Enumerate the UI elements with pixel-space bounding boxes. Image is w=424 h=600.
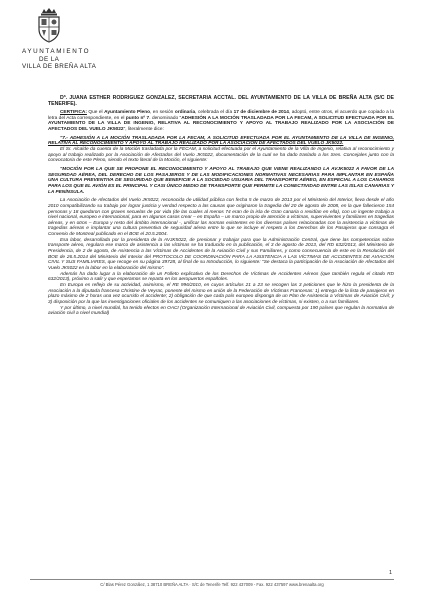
certificate-body [48,95,394,317]
secretary-heading: Dª. JUANA ESTHER RODRIGUEZ GONZALEZ, SECRETARIA ACCTAL. DEL AYUNTAMIENTO DE LA VILLA DE BREÑA ALTA (S/C DE TENERIFE). [48,95,394,107]
motion-paragraph-3: Además ha dado lugar a la elaboración de un Folleto explicativo de los Derechos de Víctimas de Accidentes Aéreos (que también regula el citado RD 632/2013), próximo a salir y que esperamos se reparta en los aeropuertos españoles. [48,271,394,283]
session-date: 17 de diciembre de 2014 [233,110,289,115]
footer-divider [30,579,394,580]
motion-title: "MOCIÓN POR LA QUE SE PROPONE EL RECONOCIMIENTO Y APOYO AL TRABAJO QUE VIENE REALIZANDO LA AVJK5022 A FAVOR DE LA SEGURIDAD AÉREA, DEL DERECHO DE LOS PASAJEROS Y DE LAS MODIFICACIONES NORMATIVAS NECESARIAS PARA IMPLANTAR EN ESPAÑA UNA CULTURA PREVENTIVA DE SEGURIDAD QUE BENEFICIE A LA SOCIEDAD USUARIA DEL TRANSPORTE AÉREO, EN ESPECIAL A LOS CANARIOS PARA LOS QUE EL AVIÓN ES EL PRINCIPAL Y CASI ÚNICO MEDIO DE TRANSPORTE QUE PERMITE LA CONECTIVIDAD ENTRE LAS ISLAS CANARIAS Y LA PENÍNSULA. [48,166,394,195]
motion-paragraph-1: La Asociación de Afectados del Vuelo JK5022, reconocida de utilidad pública con fecha 5 de marzo de 2013 por el Ministerio del Interior, lleva desde el año 2010 compatibilizando su trabajo por lograr justicia y verdad respecto a las causas que originaron la tragedia del 20 de agosto de 2008, en la que fallecieron 154 personas y 18 quedaron con graves secuelas de por vida (de las cuales al menos 74 eran de la isla de Gran canaria o residían en ella), con un ingente trabajo a nivel nacional, europeo e internacional, para en algunos casos crear – en España – un marco propio de atención a víctimas, supervivientes y familiares en tragedias aéreas, y en otros – Europa y resto del ámbito internacional -, unificar las normas existentes en los diversos países relacionadas con la asistencia a víctimas de tragedias aéreas e implantar una cultura preventiva de seguridad aérea entre lo que se incluye el respeto a los Derechos de los Pasajeros que consagra el Convenio de Montreal publicado en el BOE el 20.5.2004. [48,198,394,238]
motion-paragraph-5: Y por último, a nivel mundial, ha tenido efectos en OACI (Organización Internacional de Aviación Civil, compuesta por 190 países que regulan la normativa de aviación civil a nivel mundial) [48,305,394,317]
org-line-1: AYUNTAMIENTO [22,48,91,55]
agenda-point: punto nº 7 [125,115,150,121]
mayor-statement: El Sr. Alcalde da cuenta de la Moción trasladada por la FECAM, a solicitud efectuada por el Ayuntamiento de la Villa de Ingenio, relativa al reconocimiento y apoyo al trabajo realizado por la Asociación de Afectados del Vuelo JK5022, documentación de la cual se ha dado traslado a los Sres. Concejales junto con la convocatoria de este Pleno, siendo el texto literal de la Moción, el siguiente: [48,146,394,164]
agenda-item-heading: "7.- ADHESIÓN A LA MOCIÓN TRASLADADA POR LA FECAM, A SOLICITUD EFECTUADA POR EL AYUNTAMIENTO DE LA VILLA DE INGENIO, RELATIVA AL RECONOCIMIENTO Y APOYO AL TRABAJO REALIZADO POR LA ASOCIACIÓN DE AFECTADOS DEL VUELO JK5022. [48,135,394,147]
page-number: 1 [389,570,393,576]
motion-paragraph-4: En Europa es reflejo de su actividad, asimismo, el RE 996/2010, en cuyos artículos 21 a 23 se recogen las 3 peticiones que le hizo la presidenta de la Asociación a la diputada francesa Christine de Veyrac, ponente del mismo en unión de la Federación de Víctimas Francesas: 1) entrega de la lista de pasajeros en plazo máximo de 2 horas una vez ocurrido el accidente; 2) obligación de que cada país europeo disponga de un Plan de Asistencia a Víctimas de Aviación Civil; y 3) disposición por la que las investigaciones oficiales de los accidentes se comuniquen a las asociaciones de víctimas, si existen, o a sus familiares. [48,283,394,305]
organization-header [22,48,96,71]
agreement-title: ADHESIÓN A LA MOCIÓN TRASLADADA POR LA FECAM, A SOLICITUD EFECTUADA POR EL AYUNTAMIENTO DE LA VILLA DE INGENIO, RELATIVA AL RECONOCIMIENTO Y APOYO AL TRABAJO REALIZADO POR LA ASOCIACIÓN DE AFECTADOS DEL VUELO JK5022 [48,115,394,132]
certification-paragraph: CERTIFICA: Que el Ayuntamiento Pleno, en sesión ordinaria, celebrada el día 17 de diciembre de 2014, adoptó, entre otros, el acuerdo que copiado a la letra del Acta correspondiente, en el punto nº 7. denominado "ADHESIÓN A LA MOCIÓN TRASLADADA POR LA FECAM, A SOLICITUD EFECTUADA POR EL AYUNTAMIENTO DE LA VILLA DE INGENIO, RELATIVA AL RECONOCIMIENTO Y APOYO AL TRABAJO REALIZADO POR LA ASOCIACIÓN DE AFECTADOS DEL VUELO JK5022", literalmente dice: [48,110,394,132]
footer-address: C/ Blas Pérez González, 1 38710 BREÑA ALTA · S/C de Tenerife Telf. 922 437009 - Fax. 922 437597 www.brenaalta.org [100,582,324,587]
coat-of-arms-seal [36,7,62,43]
org-line-2: DE LA [39,55,60,63]
motion-paragraph-2: Esa labor, desarrollada por la presidenta de la AVJK5022, de presionar y trabajar para que la Administración Central, que tiene las competencias sobre transporte aéreo, regulara ese marco de asistencia a las víctimas se ha traducido en la publicación, el 3 de agosto de 2013, del RD 632/2013, del Ministerio de Presidencia, de 2 de agosto, de Asistencia a las Víctimas de Accidentes de la Aviación Civil y sus Familiares, y como consecuencia de este en la Resolución del BOE de 26.5.2014 del Ministerio del Interior del PROTOCOLO DE COORDINACIÓN PARA LA ASISTENCIA A LAS VÍCTIMAS DE ACCIDENTES DE AVIACIÓN CIVIL Y SUS FAMILIARES, que recoge en su página 39728, al final de su Introducción, lo siguiente: "Se destaca la participación de la Asociación de Afectados del Vuelo JK5022 en la labor en la elaboración del mismo". [48,237,394,272]
certifica-label: CERTIFICA: [60,110,87,115]
org-line-3: VILLA DE BREÑA ALTA [22,63,97,71]
